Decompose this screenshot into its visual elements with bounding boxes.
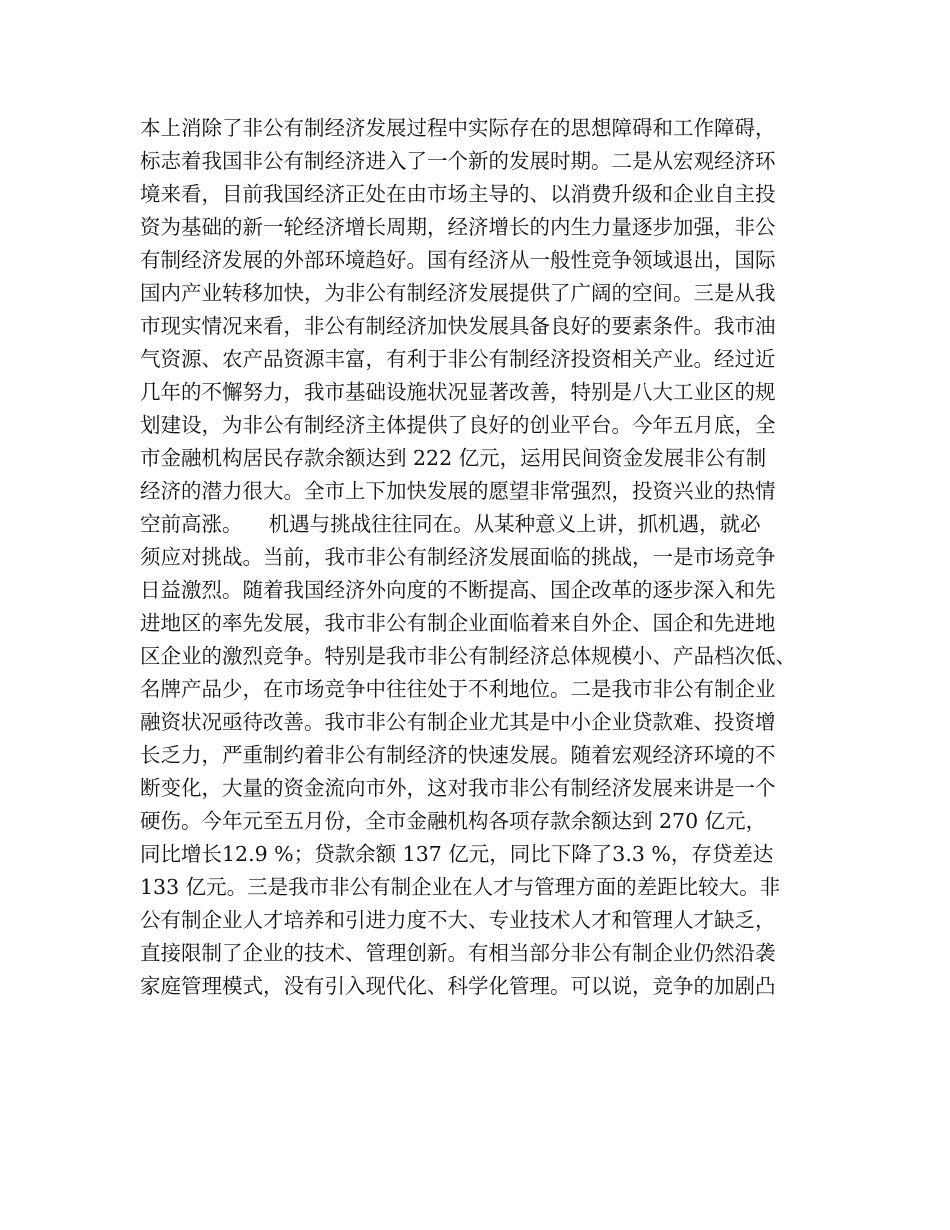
text-line: 气资源、农产品资源丰富，有利于非公有制经济投资相关产业。经过近 bbox=[140, 347, 776, 371]
text-line: 须应对挑战。当前，我市非公有制经济发展面临的挑战，一是市场竞争 bbox=[140, 545, 776, 569]
text-line: 经济的潜力很大。全市上下加快发展的愿望非常强烈，投资兴业的热情 bbox=[140, 479, 776, 503]
text-line: 境来看，目前我国经济正处在由市场主导的、以消费升级和企业自主投 bbox=[140, 182, 776, 206]
text-line: 长乏力，严重制约着非公有制经济的快速发展。随着宏观经济环境的不 bbox=[140, 743, 776, 767]
text-line: 区企业的激烈竞争。特别是我市非公有制经济总体规模小、产品档次低、 bbox=[140, 644, 796, 668]
text-line: 日益激烈。随着我国经济外向度的不断提高、国企改革的逐步深入和先 bbox=[140, 578, 776, 602]
text-line: 划建设，为非公有制经济主体提供了良好的创业平台。今年五月底，全 bbox=[140, 413, 776, 437]
text-line: 市金融机构居民存款余额达到 222 亿元，运用民间资金发展非公有制 bbox=[140, 446, 767, 470]
text-line: 标志着我国非公有制经济进入了一个新的发展时期。二是从宏观经济环 bbox=[140, 149, 776, 173]
text-line: 国内产业转移加快，为非公有制经济发展提供了广阔的空间。三是从我 bbox=[140, 281, 776, 305]
text-line: 市现实情况来看，非公有制经济加快发展具备良好的要素条件。我市油 bbox=[140, 314, 776, 338]
text-line: 本上消除了非公有制经济发展过程中实际存在的思想障碍和工作障碍， bbox=[140, 116, 776, 140]
text-line: 进地区的率先发展，我市非公有制企业面临着来自外企、国企和先进地 bbox=[140, 611, 776, 635]
body-text bbox=[140, 112, 820, 1003]
text-line: 断变化，大量的资金流向市外，这对我市非公有制经济发展来讲是一个 bbox=[140, 776, 776, 800]
text-line: 硬伤。今年元至五月份，全市金融机构各项存款余额达到 270 亿元， bbox=[140, 809, 767, 833]
text-line: 家庭管理模式，没有引入现代化、科学化管理。可以说，竞争的加剧凸 bbox=[140, 974, 776, 998]
text-line: 几年的不懈努力，我市基础设施状况显著改善，特别是八大工业区的规 bbox=[140, 380, 776, 404]
text-line: 133 亿元。三是我市非公有制企业在人才与管理方面的差距比较大。非 bbox=[140, 875, 781, 899]
text-line: 融资状况亟待改善。我市非公有制企业尤其是中小企业贷款难、投资增 bbox=[140, 710, 776, 734]
text-line: 有制经济发展的外部环境趋好。国有经济从一般性竞争领域退出，国际 bbox=[140, 248, 776, 272]
text-line: 名牌产品少，在市场竞争中往往处于不利地位。二是我市非公有制企业 bbox=[140, 677, 776, 701]
text-line: 直接限制了企业的技术、管理创新。有相当部分非公有制企业仍然沿袭 bbox=[140, 941, 776, 965]
text-line: 资为基础的新一轮经济增长周期，经济增长的内生力量逐步加强，非公 bbox=[140, 215, 776, 239]
text-line: 同比增长12.9 %；贷款余额 137 亿元，同比下降了3.3 %，存贷差达 bbox=[140, 842, 774, 866]
text-line: 空前高涨。 机遇与挑战往往同在。从某种意义上讲，抓机遇，就必 bbox=[140, 512, 761, 536]
text-line: 公有制企业人才培养和引进力度不大、专业技术人才和管理人才缺乏， bbox=[140, 908, 776, 932]
